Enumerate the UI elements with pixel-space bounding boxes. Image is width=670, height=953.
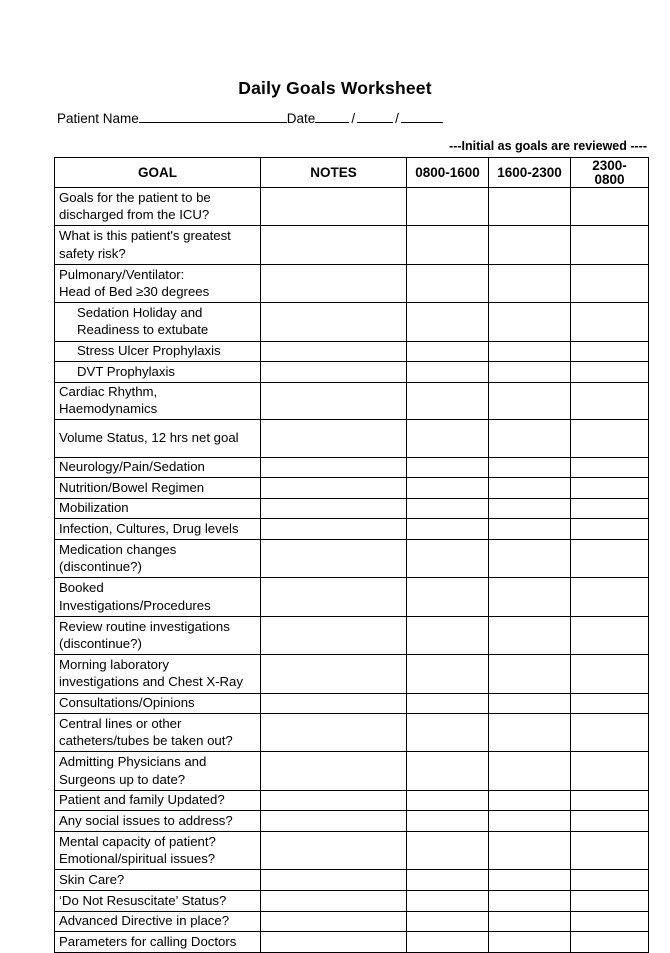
goal-text-line: (discontinue?) [59, 635, 142, 651]
table-row [55, 616, 649, 654]
shift-0800-1600-entry-cell[interactable] [407, 341, 489, 362]
shift-0800-1600-entry-cell[interactable] [407, 264, 489, 302]
patient-info-line [57, 111, 443, 126]
goal-text-line: Emotional/spiritual issues? [59, 851, 216, 867]
goal-label-cell [55, 752, 261, 790]
table-row [55, 188, 649, 226]
shift-1600-2300-entry-cell[interactable] [489, 188, 571, 226]
notes-entry-cell[interactable] [261, 539, 407, 577]
goal-text-line: Advanced Directive in place? [59, 913, 230, 929]
shift-2300-0800-entry-cell[interactable] [571, 655, 649, 693]
shift-1600-2300-entry-cell[interactable] [489, 891, 571, 912]
notes-entry-cell[interactable] [261, 519, 407, 540]
goal-text-line: Surgeons up to date? [59, 771, 186, 787]
goal-label-cell [55, 382, 261, 419]
table-row [55, 264, 649, 302]
column-header-shift-0800-1600: 0800-1600 [407, 158, 489, 188]
goal-text-line: Infection, Cultures, Drug levels [59, 520, 239, 536]
goal-text-line: Cardiac Rhythm, Haemodynamics [59, 383, 158, 417]
goal-text-line: (discontinue?) [59, 559, 142, 575]
date-month-input[interactable] [357, 111, 393, 123]
goal-text-line: Pulmonary/Ventilator: [59, 266, 185, 282]
table-row [55, 519, 649, 540]
table-row [55, 655, 649, 693]
goal-label-cell [55, 478, 261, 499]
shift-0800-1600-entry-cell[interactable] [407, 362, 489, 383]
goal-label-cell [55, 616, 261, 654]
table-row [55, 382, 649, 419]
notes-entry-cell[interactable] [261, 752, 407, 790]
shift-2300-0800-entry-cell[interactable] [571, 419, 649, 457]
notes-entry-cell[interactable] [261, 832, 407, 870]
page-title: Daily Goals Worksheet [238, 78, 432, 98]
shift-1600-2300-entry-cell[interactable] [489, 457, 571, 478]
shift-2300-0800-entry-cell[interactable] [571, 870, 649, 891]
shift3-line1: 2300- [592, 157, 627, 173]
table-row [55, 693, 649, 714]
goal-text-line: discharged from the ICU? [59, 207, 210, 223]
notes-entry-cell[interactable] [261, 362, 407, 383]
table-body [55, 188, 649, 953]
goal-label-cell [55, 578, 261, 616]
goal-label-cell [55, 932, 261, 953]
shift-1600-2300-entry-cell[interactable] [489, 655, 571, 693]
goal-label-cell [55, 655, 261, 693]
shift-2300-0800-entry-cell[interactable] [571, 693, 649, 714]
shift-2300-0800-entry-cell[interactable] [571, 811, 649, 832]
goal-text-line: Patient and family Updated? [59, 792, 225, 808]
goal-label-cell [55, 303, 261, 341]
date-slash-2: / [395, 111, 399, 126]
shift-0800-1600-entry-cell[interactable] [407, 303, 489, 341]
shift-0800-1600-entry-cell[interactable] [407, 832, 489, 870]
goal-text-line: catheters/tubes be taken out? [59, 733, 233, 749]
shift-2300-0800-entry-cell[interactable] [571, 832, 649, 870]
goal-text-line: Goals for the patient to be [59, 189, 211, 205]
table-row [55, 498, 649, 519]
shift-0800-1600-entry-cell[interactable] [407, 498, 489, 519]
goal-label-cell [55, 714, 261, 752]
shift-2300-0800-entry-cell[interactable] [571, 382, 649, 419]
goal-label-cell [55, 539, 261, 577]
goal-label-cell [55, 362, 261, 383]
shift-2300-0800-entry-cell[interactable] [571, 578, 649, 616]
goal-text-line: ‘Do Not Resuscitate’ Status? [59, 892, 227, 908]
notes-entry-cell[interactable] [261, 226, 407, 264]
shift-1600-2300-entry-cell[interactable] [489, 911, 571, 932]
notes-entry-cell[interactable] [261, 714, 407, 752]
notes-entry-cell[interactable] [261, 341, 407, 362]
shift-0800-1600-entry-cell[interactable] [407, 578, 489, 616]
notes-entry-cell[interactable] [261, 616, 407, 654]
goal-text-line: Review routine investigations [59, 618, 230, 634]
shift-0800-1600-entry-cell[interactable] [407, 714, 489, 752]
notes-entry-cell[interactable] [261, 188, 407, 226]
shift-0800-1600-entry-cell[interactable] [407, 911, 489, 932]
table-row [55, 911, 649, 932]
shift-1600-2300-entry-cell[interactable] [489, 616, 571, 654]
table-row [55, 457, 649, 478]
goal-label-cell [55, 419, 261, 457]
goal-label-cell [55, 264, 261, 302]
notes-entry-cell[interactable] [261, 264, 407, 302]
goal-label-cell [55, 519, 261, 540]
shift-1600-2300-entry-cell[interactable] [489, 498, 571, 519]
shift-0800-1600-entry-cell[interactable] [407, 478, 489, 499]
table-row [55, 419, 649, 457]
shift-0800-1600-entry-cell[interactable] [407, 891, 489, 912]
shift-0800-1600-entry-cell[interactable] [407, 811, 489, 832]
goal-text-line: Readiness to extubate [77, 322, 209, 338]
goal-label-cell [55, 891, 261, 912]
goal-text-line: Admitting Physicians and [59, 754, 207, 770]
table-row [55, 832, 649, 870]
column-header-goal: GOAL [55, 158, 261, 188]
notes-entry-cell[interactable] [261, 498, 407, 519]
date-day-input[interactable] [315, 111, 349, 123]
shift-2300-0800-entry-cell[interactable] [571, 714, 649, 752]
goal-label-cell [55, 457, 261, 478]
shift-0800-1600-entry-cell[interactable] [407, 539, 489, 577]
shift-0800-1600-entry-cell[interactable] [407, 932, 489, 953]
shift-1600-2300-entry-cell[interactable] [489, 752, 571, 790]
shift-1600-2300-entry-cell[interactable] [489, 790, 571, 811]
shift-2300-0800-entry-cell[interactable] [571, 264, 649, 302]
notes-entry-cell[interactable] [261, 655, 407, 693]
table-row [55, 790, 649, 811]
goal-text-line: Any social issues to address? [59, 813, 233, 829]
shift-1600-2300-entry-cell[interactable] [489, 693, 571, 714]
shift-1600-2300-entry-cell[interactable] [489, 714, 571, 752]
daily-goals-table [54, 157, 649, 953]
table-row [55, 932, 649, 953]
shift-1600-2300-entry-cell[interactable] [489, 519, 571, 540]
goal-text-line: Mental capacity of patient? [59, 833, 216, 849]
shift-2300-0800-entry-cell[interactable] [571, 362, 649, 383]
shift-0800-1600-entry-cell[interactable] [407, 519, 489, 540]
goal-label-cell [55, 790, 261, 811]
shift-0800-1600-entry-cell[interactable] [407, 616, 489, 654]
shift-2300-0800-entry-cell[interactable] [571, 539, 649, 577]
shift3-line2: 0800 [594, 171, 625, 187]
notes-entry-cell[interactable] [261, 693, 407, 714]
table-row [55, 478, 649, 499]
shift-0800-1600-entry-cell[interactable] [407, 457, 489, 478]
shift-2300-0800-entry-cell[interactable] [571, 498, 649, 519]
shift-1600-2300-entry-cell[interactable] [489, 382, 571, 419]
shift-2300-0800-entry-cell[interactable] [571, 891, 649, 912]
goal-label-cell [55, 911, 261, 932]
date-label: Date [286, 111, 316, 126]
column-header-shift-1600-2300: 1600-2300 [489, 158, 571, 188]
goal-text-line: Parameters for calling Doctors [59, 933, 237, 949]
goal-label-cell [55, 341, 261, 362]
shift-1600-2300-entry-cell[interactable] [489, 811, 571, 832]
shift-2300-0800-entry-cell[interactable] [571, 519, 649, 540]
shift-2300-0800-entry-cell[interactable] [571, 616, 649, 654]
notes-entry-cell[interactable] [261, 911, 407, 932]
goal-text-line: Consultations/Opinions [59, 695, 195, 711]
goal-text-line: safety risk? [59, 245, 126, 261]
goal-text-line: Neurology/Pain/Sedation [59, 459, 205, 475]
goal-text-line: Morning laboratory [59, 656, 169, 672]
shift-0800-1600-entry-cell[interactable] [407, 693, 489, 714]
shift-2300-0800-entry-cell[interactable] [571, 457, 649, 478]
notes-entry-cell[interactable] [261, 478, 407, 499]
notes-entry-cell[interactable] [261, 457, 407, 478]
shift-2300-0800-entry-cell[interactable] [571, 752, 649, 790]
goal-text-line: Investigations/Procedures [59, 597, 211, 613]
goal-text-line: Sedation Holiday and [77, 304, 203, 320]
table-row [55, 752, 649, 790]
table-row [55, 891, 649, 912]
goal-text-line: Nutrition/Bowel Regimen [59, 479, 205, 495]
notes-entry-cell[interactable] [261, 578, 407, 616]
shift-2300-0800-entry-cell[interactable] [571, 303, 649, 341]
column-header-shift-2300-0800 [571, 158, 649, 188]
date-year-input[interactable] [401, 111, 443, 123]
column-header-notes: NOTES [261, 158, 407, 188]
notes-entry-cell[interactable] [261, 382, 407, 419]
goal-text-line: Booked [59, 580, 104, 596]
shift-0800-1600-entry-cell[interactable] [407, 752, 489, 790]
shift-2300-0800-entry-cell[interactable] [571, 341, 649, 362]
table-row [55, 811, 649, 832]
initial-instruction-note: ---Initial as goals are reviewed ---- [449, 139, 647, 153]
notes-entry-cell[interactable] [261, 419, 407, 457]
table-row [55, 226, 649, 264]
goal-label-cell [55, 498, 261, 519]
table-row [55, 362, 649, 383]
shift-0800-1600-entry-cell[interactable] [407, 790, 489, 811]
goal-text-line: Central lines or other [59, 715, 182, 731]
table-row [55, 870, 649, 891]
notes-entry-cell[interactable] [261, 932, 407, 953]
shift-0800-1600-entry-cell[interactable] [407, 188, 489, 226]
goal-text-line: What is this patient's greatest [59, 228, 231, 244]
notes-entry-cell[interactable] [261, 790, 407, 811]
shift-2300-0800-entry-cell[interactable] [571, 911, 649, 932]
shift-1600-2300-entry-cell[interactable] [489, 539, 571, 577]
shift-2300-0800-entry-cell[interactable] [571, 226, 649, 264]
shift-0800-1600-entry-cell[interactable] [407, 419, 489, 457]
goal-text-line: Mobilization [59, 500, 129, 516]
goal-text-line: Skin Care? [59, 872, 125, 888]
patient-name-input[interactable] [139, 111, 287, 123]
shift-0800-1600-entry-cell[interactable] [407, 870, 489, 891]
shift-0800-1600-entry-cell[interactable] [407, 382, 489, 419]
shift-1600-2300-entry-cell[interactable] [489, 303, 571, 341]
table-header-row [55, 158, 649, 188]
shift-1600-2300-entry-cell[interactable] [489, 832, 571, 870]
shift-2300-0800-entry-cell[interactable] [571, 478, 649, 499]
date-slash-1: / [351, 111, 356, 126]
table-row [55, 303, 649, 341]
patient-name-label: Patient Name [57, 111, 139, 126]
notes-entry-cell[interactable] [261, 811, 407, 832]
shift-1600-2300-entry-cell[interactable] [489, 226, 571, 264]
goal-text-line: Medication changes [59, 541, 177, 557]
shift-1600-2300-entry-cell[interactable] [489, 341, 571, 362]
shift-1600-2300-entry-cell[interactable] [489, 478, 571, 499]
shift-1600-2300-entry-cell[interactable] [489, 264, 571, 302]
shift-0800-1600-entry-cell[interactable] [407, 655, 489, 693]
shift-1600-2300-entry-cell[interactable] [489, 362, 571, 383]
goal-label-cell [55, 693, 261, 714]
goal-label-cell [55, 832, 261, 870]
goal-label-cell [55, 811, 261, 832]
goal-text-line: investigations and Chest X-Ray [59, 674, 243, 690]
goal-text-line: Volume Status, 12 hrs net goal [59, 429, 239, 445]
table-header [55, 158, 649, 188]
table-row [55, 341, 649, 362]
goal-text-line: Stress Ulcer Prophylaxis [77, 343, 221, 359]
goal-label-cell [55, 188, 261, 226]
table-row [55, 539, 649, 577]
notes-entry-cell[interactable] [261, 870, 407, 891]
shift-2300-0800-entry-cell[interactable] [571, 790, 649, 811]
shift-2300-0800-entry-cell[interactable] [571, 932, 649, 953]
goal-label-cell [55, 226, 261, 264]
notes-entry-cell[interactable] [261, 891, 407, 912]
goal-label-cell [55, 870, 261, 891]
table-row [55, 714, 649, 752]
goal-text-line: DVT Prophylaxis [77, 363, 175, 379]
notes-entry-cell[interactable] [261, 303, 407, 341]
goal-text-line: Head of Bed ≥30 degrees [59, 283, 210, 299]
shift-1600-2300-entry-cell[interactable] [489, 578, 571, 616]
shift-1600-2300-entry-cell[interactable] [489, 419, 571, 457]
shift-0800-1600-entry-cell[interactable] [407, 226, 489, 264]
shift-2300-0800-entry-cell[interactable] [571, 188, 649, 226]
shift-1600-2300-entry-cell[interactable] [489, 932, 571, 953]
shift-1600-2300-entry-cell[interactable] [489, 870, 571, 891]
table-row [55, 578, 649, 616]
